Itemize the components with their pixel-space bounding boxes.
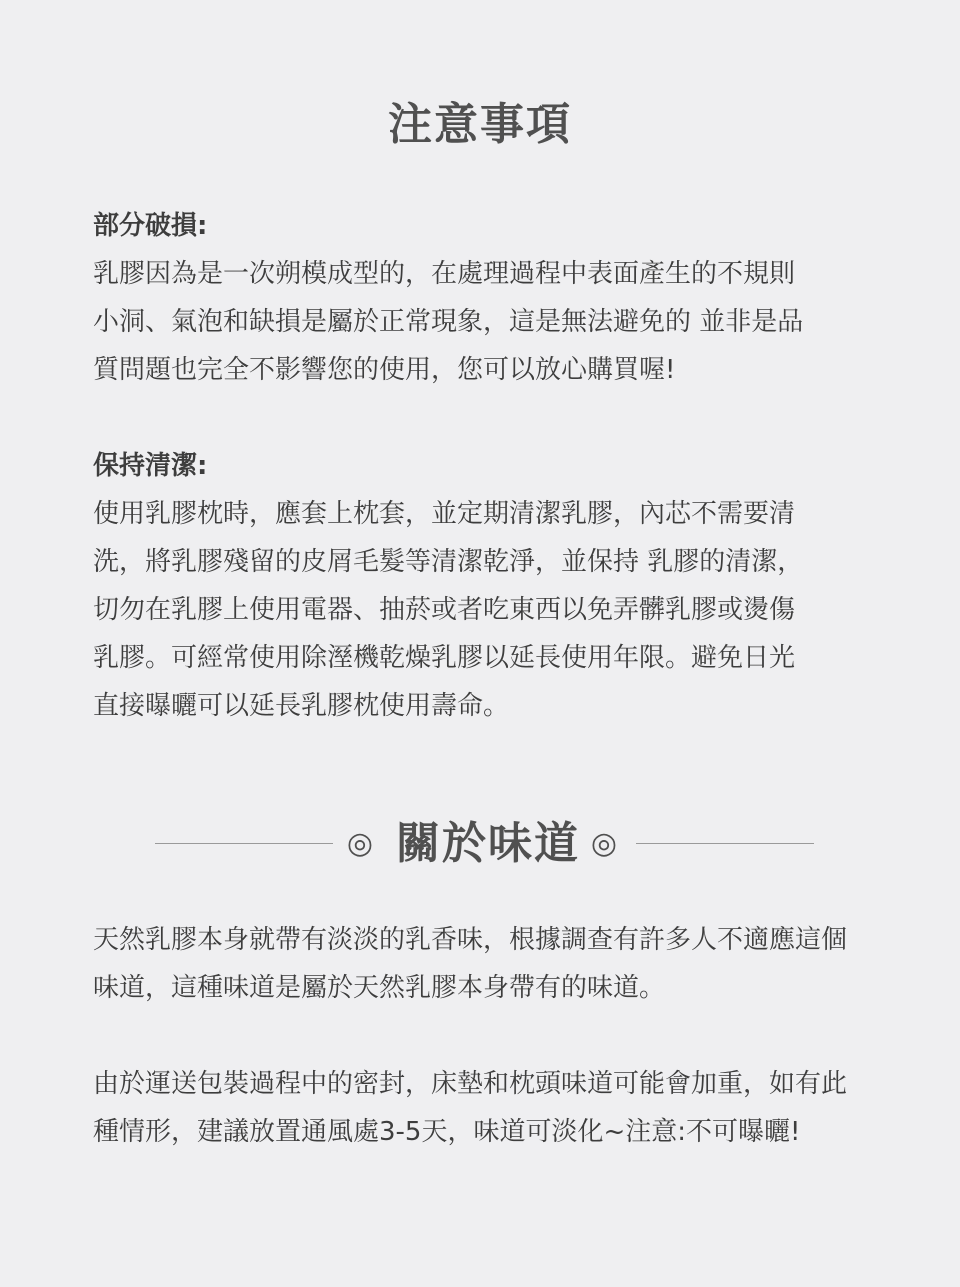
smell-section-divider — [0, 816, 960, 876]
damage-heading: 部分破損: — [93, 211, 208, 241]
cleaning-section — [93, 442, 923, 730]
damage-section — [93, 202, 923, 394]
smell-line: 味道，這種味道是屬於天然乳膠本身帶有的味道。 — [93, 973, 666, 1003]
cleaning-line: 使用乳膠枕時，應套上枕套，並定期清潔乳膠，內芯不需要清 — [93, 499, 796, 529]
smell-line: 種情形，建議放置通風處3-5天，味道可淡化~注意:不可曝曬! — [93, 1117, 801, 1147]
cleaning-line: 洗，將乳膠殘留的皮屑毛髮等清潔乾淨，並保持 乳膠的清潔， — [93, 547, 804, 577]
cleaning-heading: 保持清潔: — [93, 451, 208, 481]
page-title: 注意事項 — [388, 99, 572, 150]
smell-line: 天然乳膠本身就帶有淡淡的乳香味，根據調查有許多人不適應這個 — [93, 925, 848, 955]
smell-line: 由於運送包裝過程中的密封，床墊和枕頭味道可能會加重，如有此 — [93, 1069, 848, 1099]
smell-paragraph-1 — [93, 916, 943, 1012]
damage-line: 小洞、氣泡和缺損是屬於正常現象，這是無法避免的 並非是品 — [93, 307, 804, 337]
divider-rule-right — [636, 843, 814, 844]
smell-section-title: 關於味道 — [396, 818, 580, 869]
cleaning-line: 切勿在乳膠上使用電器、抽菸或者吃東西以免弄髒乳膠或燙傷 — [93, 595, 796, 625]
cleaning-line: 直接曝曬可以延長乳膠枕使用壽命。 — [93, 691, 510, 721]
double-circle-icon: ◎ — [590, 826, 618, 861]
divider-rule-left — [155, 843, 333, 844]
cleaning-line: 乳膠。可經常使用除溼機乾燥乳膠以延長使用年限。避免日光 — [93, 643, 796, 673]
double-circle-icon: ◎ — [346, 826, 374, 861]
damage-line: 乳膠因為是一次朔模成型的，在處理過程中表面產生的不規則 — [93, 259, 796, 289]
damage-line: 質問題也完全不影響您的使用，您可以放心購買喔! — [93, 355, 676, 385]
smell-paragraph-2 — [93, 1060, 943, 1156]
